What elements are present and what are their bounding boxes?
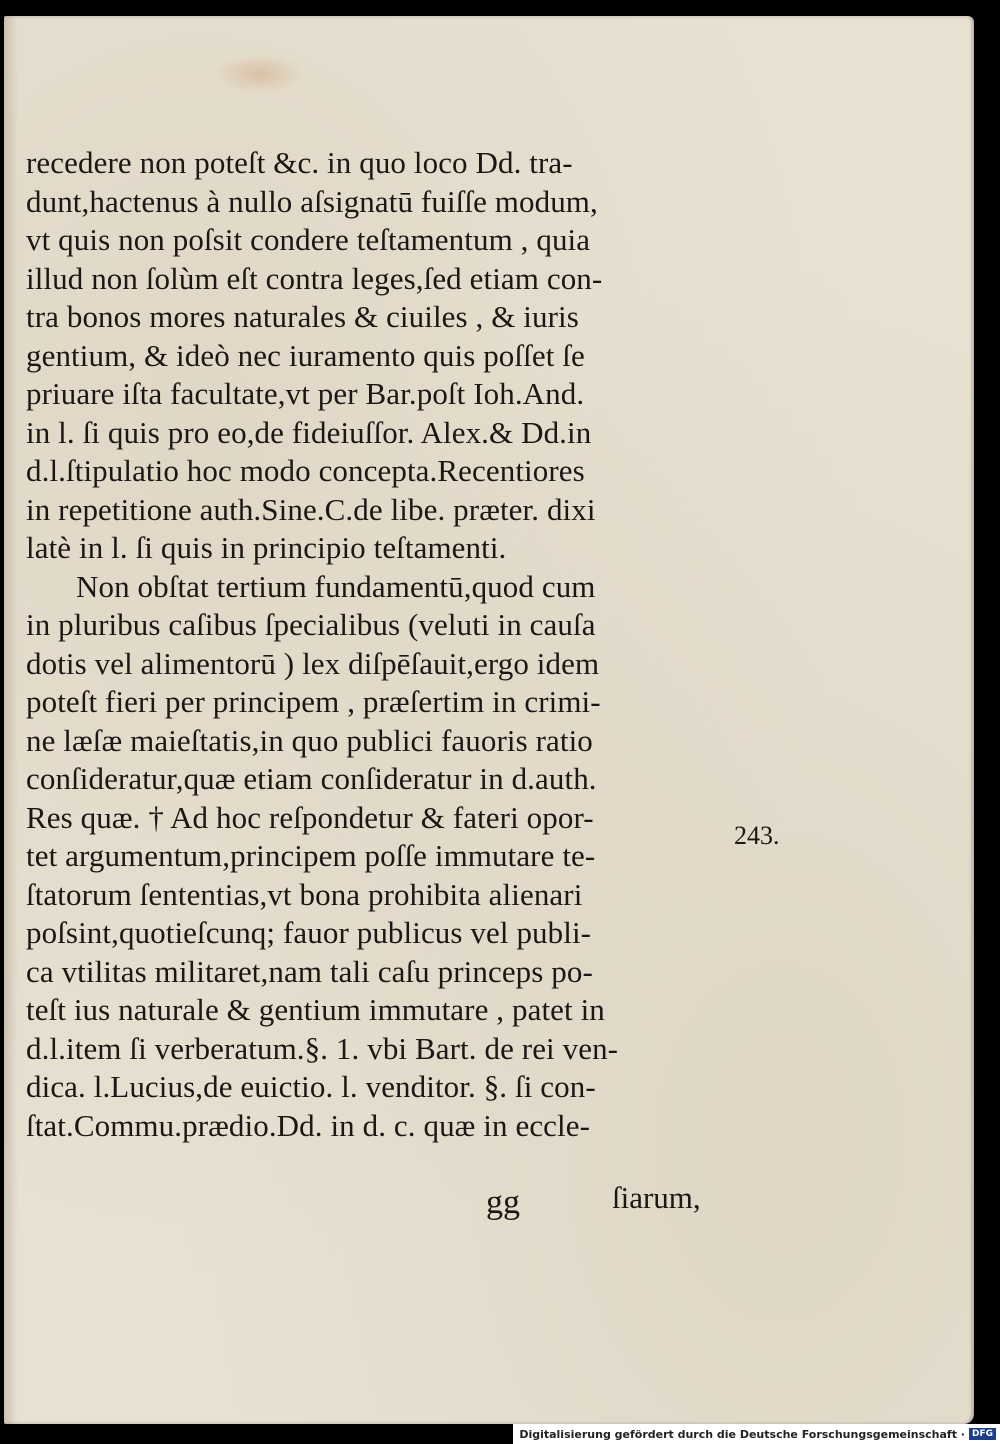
text-line: illud non ſolùm eſt contra leges,ſed etiam con- — [26, 260, 603, 296]
text-line: in l. ſi quis pro eo,de fideiuſſor. Alex.& Dd.in — [26, 414, 592, 450]
text-line: in pluribus caſibus ſpecialibus (veluti in cauſa — [26, 607, 596, 642]
text-line: tet argumentum,principem poſſe immutare te- — [26, 838, 596, 873]
footer-text: Digitalisierung gefördert durch die Deutsche Forschungsgemeinschaft · — [519, 1427, 965, 1441]
text-line: in repetitione auth.Sine.C.de libe. præter. dixi — [26, 491, 596, 527]
text-line: d.l.ſtipulatio hoc modo concepta.Recentiores — [26, 453, 585, 488]
text-line: ſtatorum ſententias,vt bona prohibita alienari — [26, 876, 583, 912]
text-line: conſideratur,quæ etiam conſideratur in d.auth. — [26, 761, 597, 796]
text-line: ſtat.Commu.prædio.Dd. in d. c. quæ in eccle- — [26, 1107, 591, 1143]
text-line: gentium, & ideò nec iuramento quis poſſet ſe — [26, 337, 585, 373]
text-line: tra bonos mores naturales & ciuiles , & iuris — [26, 299, 579, 334]
text-line: dica. l.Lucius,de euictio. l. venditor. §. ſi con- — [26, 1069, 596, 1104]
text-line: priuare iſta facultate,vt per Bar.poſt Ioh.And. — [26, 376, 585, 411]
text-line: poteſt fieri per principem , præſertim in crimi- — [26, 684, 601, 719]
text-line: Res quæ. † Ad hoc reſpondetur & fateri opor- — [26, 799, 594, 835]
dfg-logo-icon: DFG — [969, 1428, 996, 1440]
text-line: ne læſæ maieſtatis,in quo publici fauoris ratio — [26, 722, 593, 758]
text-line: dotis vel alimentorū ) lex diſpēſauit,ergo idem — [26, 645, 600, 681]
book-page — [4, 16, 974, 1424]
footer-credit — [513, 1424, 1000, 1444]
paper-stain — [214, 54, 304, 94]
text-line: d.l.item ſi verberatum.§. 1. vbi Bart. de rei ven- — [26, 1030, 619, 1066]
paragraph-start-line: Non obſtat tertium fundamentū,quod cum — [76, 568, 596, 604]
text-line: teſt ius naturale & gentium immutare , patet in — [26, 992, 605, 1027]
text-line: dunt,hactenus à nullo aſsignatū fuiſſe modum, — [26, 183, 598, 219]
text-block — [26, 144, 726, 1145]
margin-number: 243. — [734, 821, 780, 850]
text-line: ca vtilitas militaret,nam tali caſu princeps po- — [26, 953, 593, 989]
text-line: poſsint,quotieſcunq; fauor publicus vel publi- — [26, 915, 592, 950]
catchword: ſiarum, — [612, 1180, 701, 1215]
text-line: vt quis non poſsit condere teſtamentum , quia — [26, 222, 591, 257]
text-line: recedere non poteſt &c. in quo loco Dd. tra- — [26, 145, 573, 180]
text-line: latè in l. ſi quis in principio teſtamenti. — [26, 530, 507, 565]
signature-mark: gg — [486, 1184, 520, 1221]
